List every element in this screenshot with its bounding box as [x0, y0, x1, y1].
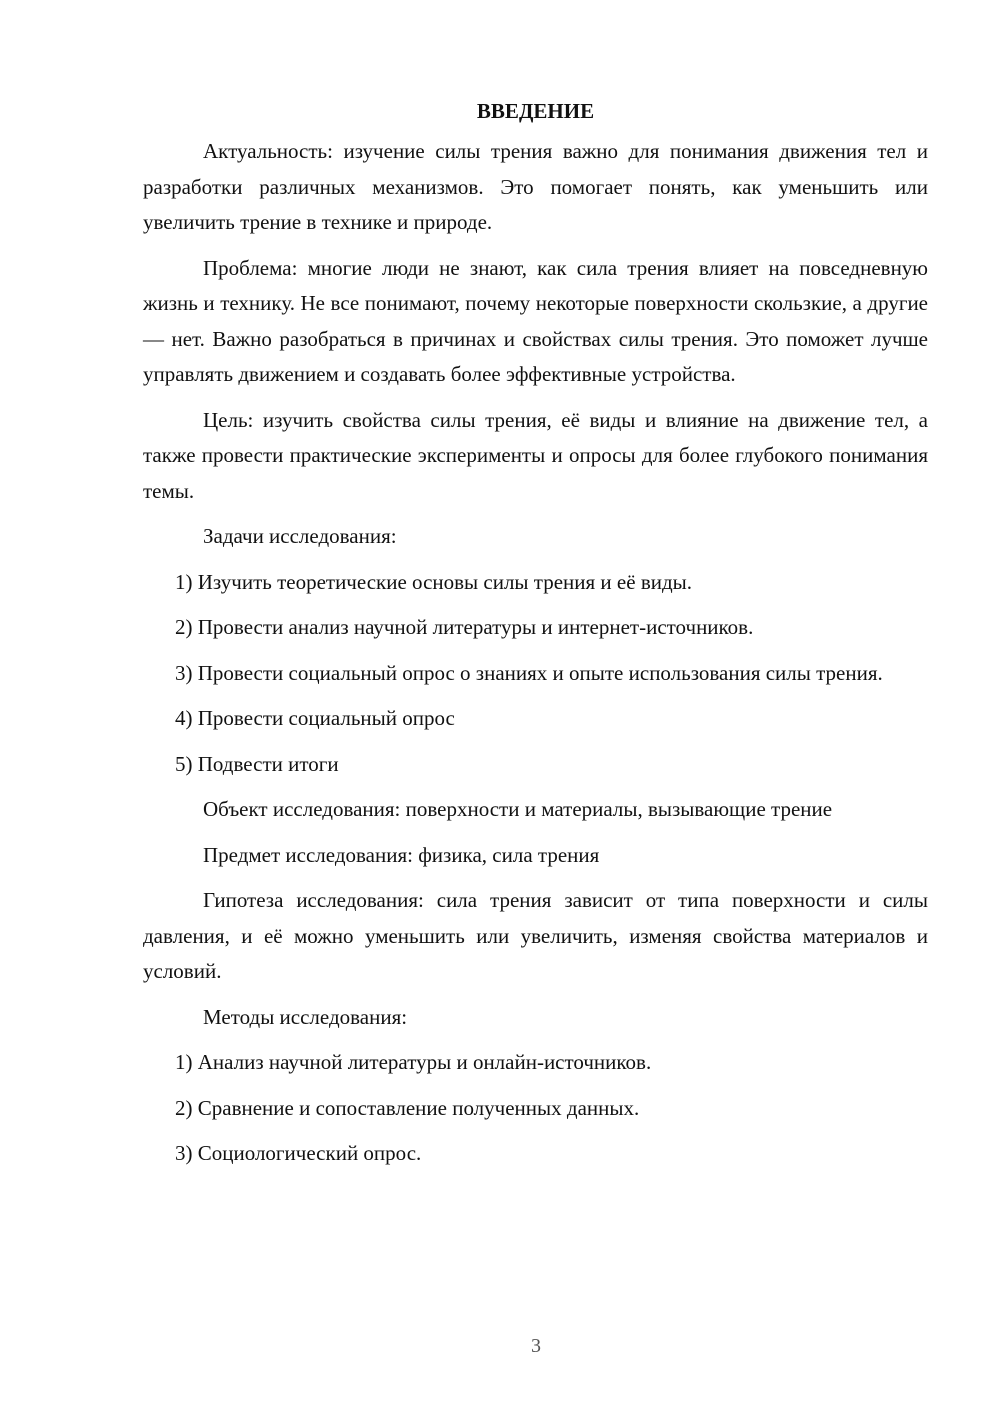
problem-paragraph: Проблема: многие люди не знают, как сила трения влияет на повседневную жизнь и технику. Не все понимают, почему некоторые поверхности скользкие, а другие — нет. Важно разобраться в причинах и свойствах силы трения. Это поможет лучше управлять движением и создавать более эффективные устройства.: [143, 255, 928, 386]
method-item: 3) Социологический опрос.: [175, 1141, 422, 1165]
task-item: 5) Подвести итоги: [175, 751, 339, 776]
page-content: [143, 96, 928, 1182]
task-item: 2) Провести анализ научной литературы и интернет-источников.: [175, 615, 754, 639]
hypothesis-paragraph: Гипотеза исследования: сила трения зависит от типа поверхности и силы давления, и её можно уменьшить или увеличить, изменяя свойства материалов и условий.: [143, 888, 928, 983]
task-item: 3) Провести социальный опрос о знаниях и опыте использования силы трения.: [175, 660, 883, 685]
section-title: ВВЕДЕНИЕ: [476, 99, 595, 123]
subject-paragraph: Предмет исследования: физика, сила трения: [203, 842, 600, 867]
task-item: 4) Провести социальный опрос: [175, 706, 455, 730]
methods-heading: Методы исследования:: [203, 1004, 408, 1029]
relevance-paragraph: Актуальность: изучение силы трения важно для понимания движения тел и разработки различных механизмов. Это помогает понять, как уменьшить или увеличить трение в технике и природе.: [143, 139, 928, 234]
page-number: 3: [531, 1335, 541, 1357]
task-item: 1) Изучить теоретические основы силы трения и её виды.: [175, 569, 693, 594]
method-item: 1) Анализ научной литературы и онлайн-источников.: [175, 1050, 652, 1074]
goal-paragraph: Цель: изучить свойства силы трения, её виды и влияние на движение тел, а также провести практические эксперименты и опросы для более глубокого понимания темы.: [143, 407, 928, 503]
tasks-heading: Задачи исследования:: [203, 524, 397, 548]
method-item: 2) Сравнение и сопоставление полученных данных.: [175, 1095, 640, 1120]
object-paragraph: Объект исследования: поверхности и материалы, вызывающие трение: [203, 797, 833, 821]
